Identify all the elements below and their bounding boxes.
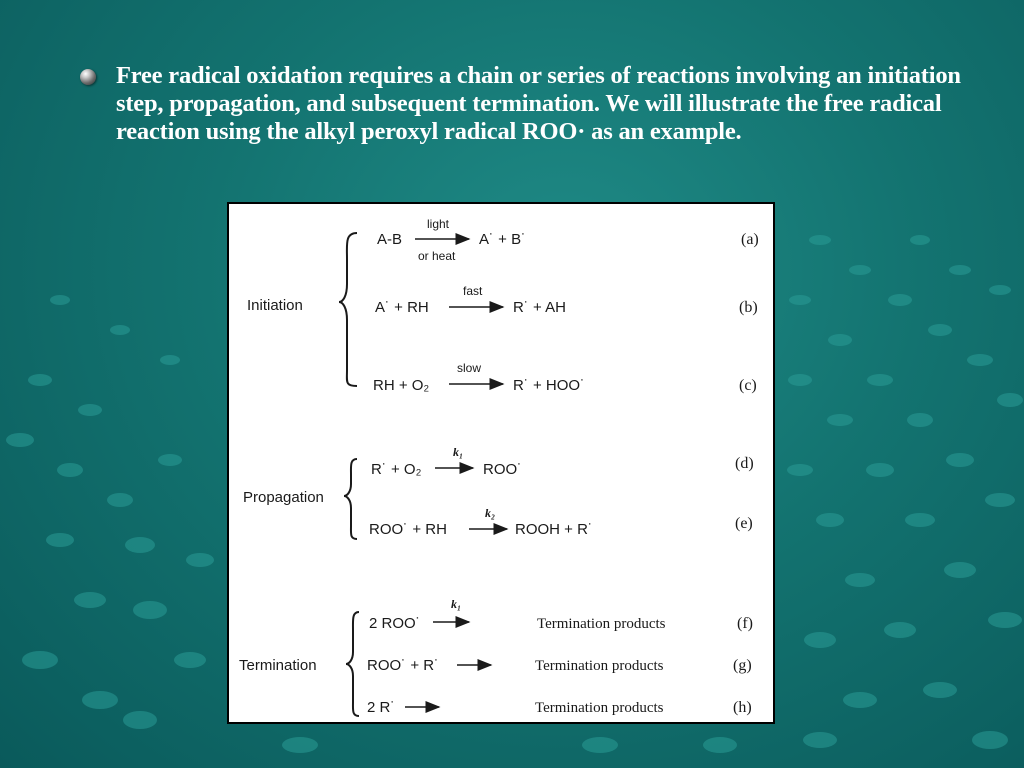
propagation-brace [344, 459, 357, 539]
reaction-b-reactants: A˙ + RH [375, 299, 429, 316]
group-label-initiation: Initiation [247, 297, 303, 314]
bullet-item [80, 62, 980, 146]
reaction-c-tag: (c) [739, 377, 757, 394]
reaction-scheme-svg [229, 204, 773, 722]
reaction-h-products: Termination products [535, 700, 664, 716]
reaction-e-reactants: ROO˙ + RH [369, 521, 447, 538]
reaction-g-tag: (g) [733, 657, 752, 674]
reaction-a-condition-under: or heat [418, 249, 456, 263]
reaction-scheme-figure [227, 202, 775, 724]
reaction-a-products: A˙ + B˙ [479, 231, 527, 248]
group-label-propagation: Propagation [243, 489, 324, 506]
reaction-a-tag: (a) [741, 231, 759, 248]
reaction-d-tag: (d) [735, 455, 754, 472]
reaction-d-reactants: R˙ + O₂ [371, 461, 422, 478]
reaction-e-tag: (e) [735, 515, 753, 532]
reaction-g-reactants: ROO˙ + R˙ [367, 657, 440, 674]
reaction-b-tag: (b) [739, 299, 758, 316]
group-label-termination: Termination [239, 657, 317, 674]
termination-brace [346, 612, 359, 716]
reaction-c-products: R˙ + HOO˙ [513, 377, 586, 394]
reaction-a-reactants: A-B [377, 231, 403, 248]
bullet-text: Free radical oxidation requires a chain or series of reactions involving an initiation step, propagation, and subsequent termination. We will illustrate the free radical reaction using the alkyl peroxyl radical ROO· as an example. [116, 62, 961, 145]
reaction-h-tag: (h) [733, 699, 752, 716]
reaction-f-rate-constant: k₁ [451, 597, 462, 611]
reaction-c-condition-over: slow [457, 361, 482, 375]
reaction-b-products: R˙ + AH [513, 299, 566, 316]
reaction-e-products: ROOH + R˙ [515, 521, 593, 538]
reaction-f-reactants: 2 ROO˙ [369, 615, 421, 632]
reaction-e-rate-constant: k₂ [485, 506, 496, 520]
reaction-f-products: Termination products [537, 616, 666, 632]
bullet-icon [80, 69, 96, 85]
reaction-h-reactants: 2 R˙ [367, 699, 396, 716]
initiation-brace [339, 233, 357, 386]
reaction-f-tag: (f) [737, 615, 753, 632]
reaction-d-products: ROO˙ [483, 461, 523, 478]
reaction-a-condition-over: light [427, 217, 450, 231]
reaction-d-rate-constant: k₁ [453, 445, 464, 459]
reaction-b-condition-over: fast [463, 284, 483, 298]
reaction-c-reactants: RH + O₂ [373, 377, 430, 394]
reaction-g-products: Termination products [535, 658, 664, 674]
